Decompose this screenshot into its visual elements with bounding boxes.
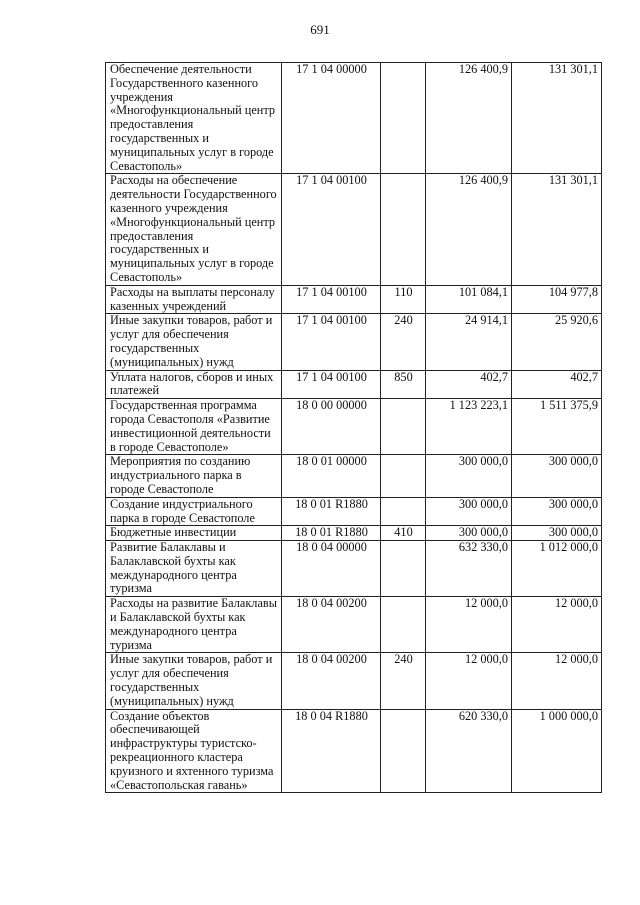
- target-code-cell: 17 1 04 00100: [282, 314, 381, 370]
- expense-name-cell: Уплата налогов, сборов и иных платежей: [106, 370, 282, 399]
- amount-year2-cell: 1 012 000,0: [512, 541, 602, 597]
- amount-year1-cell: 300 000,0: [426, 526, 512, 541]
- expense-name-cell: Мероприятия по созданию индустриального парка в городе Севастополе: [106, 455, 282, 497]
- expense-type-cell: [381, 709, 426, 793]
- amount-year1-cell: 126 400,9: [426, 63, 512, 174]
- target-code-cell: 18 0 04 00200: [282, 597, 381, 653]
- expense-type-cell: 110: [381, 285, 426, 314]
- amount-year1-cell: 300 000,0: [426, 455, 512, 497]
- expense-type-cell: [381, 455, 426, 497]
- table-row: [106, 497, 602, 526]
- expense-type-cell: 240: [381, 314, 426, 370]
- amount-year1-cell: 620 330,0: [426, 709, 512, 793]
- target-code-cell: 18 0 00 00000: [282, 399, 381, 455]
- amount-year1-cell: 24 914,1: [426, 314, 512, 370]
- table-row: [106, 370, 602, 399]
- amount-year2-cell: 12 000,0: [512, 597, 602, 653]
- table-row: [106, 541, 602, 597]
- amount-year1-cell: 12 000,0: [426, 597, 512, 653]
- table-row: [106, 709, 602, 793]
- budget-table-body: [106, 63, 602, 793]
- amount-year2-cell: 131 301,1: [512, 174, 602, 285]
- expense-name-cell: Государственная программа города Севастополя «Развитие инвестиционной деятельности в городе Севастополе»: [106, 399, 282, 455]
- expense-type-cell: 850: [381, 370, 426, 399]
- expense-name-cell: Бюджетные инвестиции: [106, 526, 282, 541]
- amount-year1-cell: 101 084,1: [426, 285, 512, 314]
- table-row: [106, 63, 602, 174]
- expense-name-cell: Иные закупки товаров, работ и услуг для обеспечения государственных (муниципальных) нужд: [106, 314, 282, 370]
- expense-name-cell: Развитие Балаклавы и Балаклавской бухты как международного центра туризма: [106, 541, 282, 597]
- amount-year1-cell: 402,7: [426, 370, 512, 399]
- expense-type-cell: [381, 541, 426, 597]
- table-row: [106, 174, 602, 285]
- page-number: 691: [310, 22, 330, 37]
- amount-year2-cell: 104 977,8: [512, 285, 602, 314]
- amount-year1-cell: 1 123 223,1: [426, 399, 512, 455]
- amount-year1-cell: 300 000,0: [426, 497, 512, 526]
- target-code-cell: 17 1 04 00000: [282, 63, 381, 174]
- target-code-cell: 18 0 04 00000: [282, 541, 381, 597]
- table-row: [106, 653, 602, 709]
- expense-name-cell: Расходы на обеспечение деятельности Государственного казенного учреждения «Многофункциональный центр предоставления государственных и муниципальных услуг в городе Севастополь»: [106, 174, 282, 285]
- amount-year2-cell: 12 000,0: [512, 653, 602, 709]
- table-row: [106, 314, 602, 370]
- amount-year2-cell: 300 000,0: [512, 526, 602, 541]
- amount-year1-cell: 632 330,0: [426, 541, 512, 597]
- amount-year2-cell: 1 000 000,0: [512, 709, 602, 793]
- expense-type-cell: 240: [381, 653, 426, 709]
- amount-year2-cell: 300 000,0: [512, 497, 602, 526]
- expense-type-cell: 410: [381, 526, 426, 541]
- amount-year2-cell: 1 511 375,9: [512, 399, 602, 455]
- expense-type-cell: [381, 399, 426, 455]
- table-row: [106, 526, 602, 541]
- expense-type-cell: [381, 597, 426, 653]
- expense-name-cell: Обеспечение деятельности Государственного казенного учреждения «Многофункциональный центр предоставления государственных и муниципальных услуг в городе Севастополь»: [106, 63, 282, 174]
- amount-year1-cell: 126 400,9: [426, 174, 512, 285]
- budget-table: [105, 62, 602, 793]
- target-code-cell: 17 1 04 00100: [282, 370, 381, 399]
- expense-name-cell: Создание индустриального парка в городе Севастополе: [106, 497, 282, 526]
- target-code-cell: 17 1 04 00100: [282, 174, 381, 285]
- expense-name-cell: Расходы на выплаты персоналу казенных учреждений: [106, 285, 282, 314]
- table-row: [106, 285, 602, 314]
- target-code-cell: 18 0 01 R1880: [282, 497, 381, 526]
- expense-type-cell: [381, 497, 426, 526]
- table-row: [106, 597, 602, 653]
- amount-year1-cell: 12 000,0: [426, 653, 512, 709]
- expense-type-cell: [381, 174, 426, 285]
- expense-name-cell: Создание объектов обеспечивающей инфраструктуры туристско-рекреационного кластера круизного и яхтенного туризма «Севастопольская гавань»: [106, 709, 282, 793]
- target-code-cell: 18 0 04 00200: [282, 653, 381, 709]
- expense-name-cell: Расходы на развитие Балаклавы и Балаклавской бухты как международного центра туризма: [106, 597, 282, 653]
- target-code-cell: 17 1 04 00100: [282, 285, 381, 314]
- amount-year2-cell: 300 000,0: [512, 455, 602, 497]
- expense-type-cell: [381, 63, 426, 174]
- amount-year2-cell: 25 920,6: [512, 314, 602, 370]
- expense-name-cell: Иные закупки товаров, работ и услуг для обеспечения государственных (муниципальных) нужд: [106, 653, 282, 709]
- target-code-cell: 18 0 01 R1880: [282, 526, 381, 541]
- table-row: [106, 399, 602, 455]
- table-row: [106, 455, 602, 497]
- target-code-cell: 18 0 04 R1880: [282, 709, 381, 793]
- target-code-cell: 18 0 01 00000: [282, 455, 381, 497]
- amount-year2-cell: 131 301,1: [512, 63, 602, 174]
- amount-year2-cell: 402,7: [512, 370, 602, 399]
